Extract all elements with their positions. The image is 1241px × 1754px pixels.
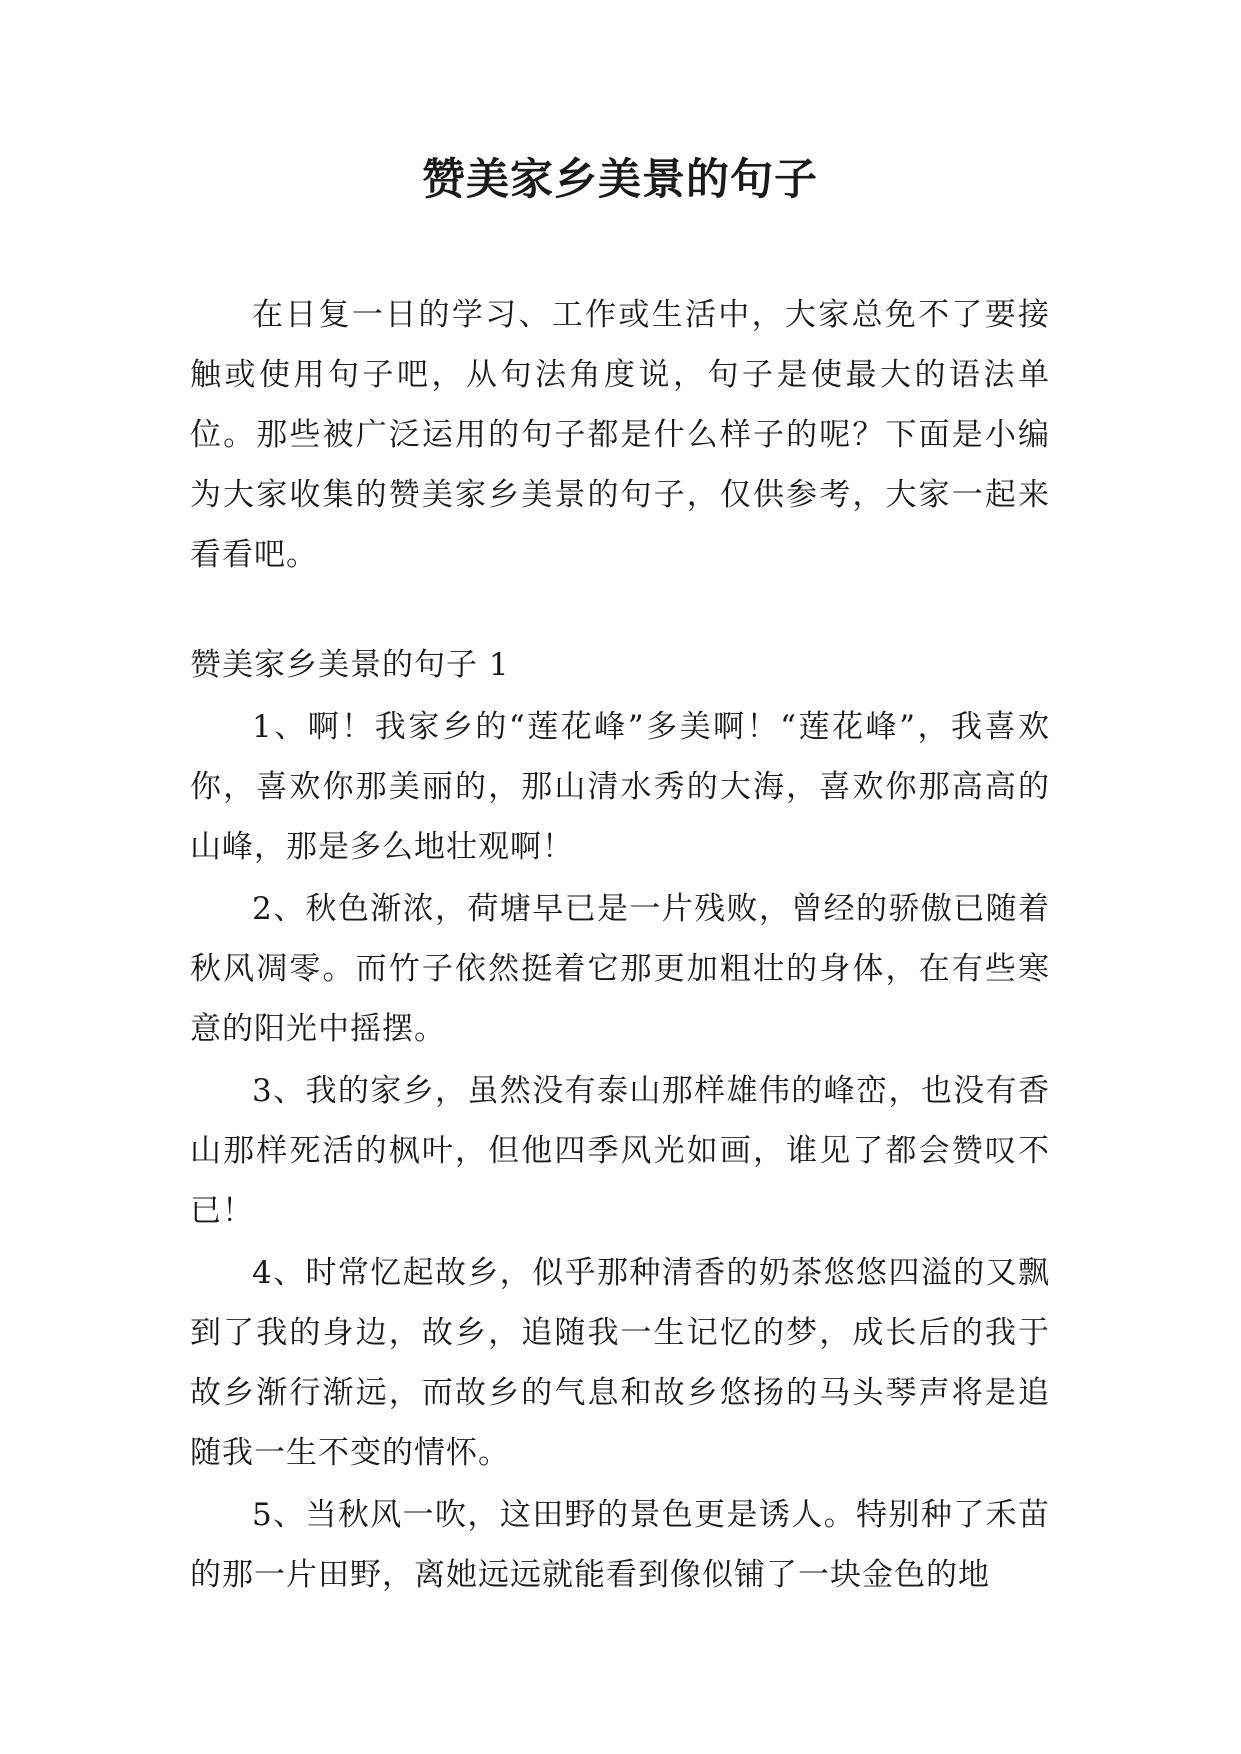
list-item: 4、时常忆起故乡，似乎那种清香的奶茶悠悠四溢的又飘到了我的身边，故乡，追随我一生记忆的梦，成长后的我于故乡渐行渐远，而故乡的气息和故乡悠扬的马头琴声将是追随我一生不变的情怀。 <box>190 1255 1050 1471</box>
list-item: 3、我的家乡，虽然没有泰山那样雄伟的峰峦，也没有香山那样死活的枫叶，但他四季风光如画，谁见了都会赞叹不已！ <box>190 1073 1050 1229</box>
section-heading: 赞美家乡美景的句子 1 <box>190 647 510 683</box>
list-item: 5、当秋风一吹，这田野的景色更是诱人。特别种了禾苗的那一片田野，离她远远就能看到像似铺了一块金色的地 <box>190 1497 1050 1593</box>
document-body <box>190 285 1050 1607</box>
intro-paragraph: 在日复一日的学习、工作或生活中，大家总免不了要接触或使用句子吧，从句法角度说，句子是使最大的语法单位。那些被广泛运用的句子都是什么样子的呢？下面是小编为大家收集的赞美家乡美景的句子，仅供参考，大家一起来看看吧。 <box>190 297 1050 573</box>
document-title: 赞美家乡美景的句子 <box>422 155 818 205</box>
list-item: 2、秋色渐浓，荷塘早已是一片残败，曾经的骄傲已随着秋风凋零。而竹子依然挺着它那更加粗壮的身体，在有些寒意的阳光中摇摆。 <box>190 891 1050 1047</box>
list-item: 1、啊！我家乡的“莲花峰”多美啊！“莲花峰”，我喜欢你，喜欢你那美丽的，那山清水秀的大海，喜欢你那高高的山峰，那是多么地壮观啊！ <box>190 709 1050 865</box>
